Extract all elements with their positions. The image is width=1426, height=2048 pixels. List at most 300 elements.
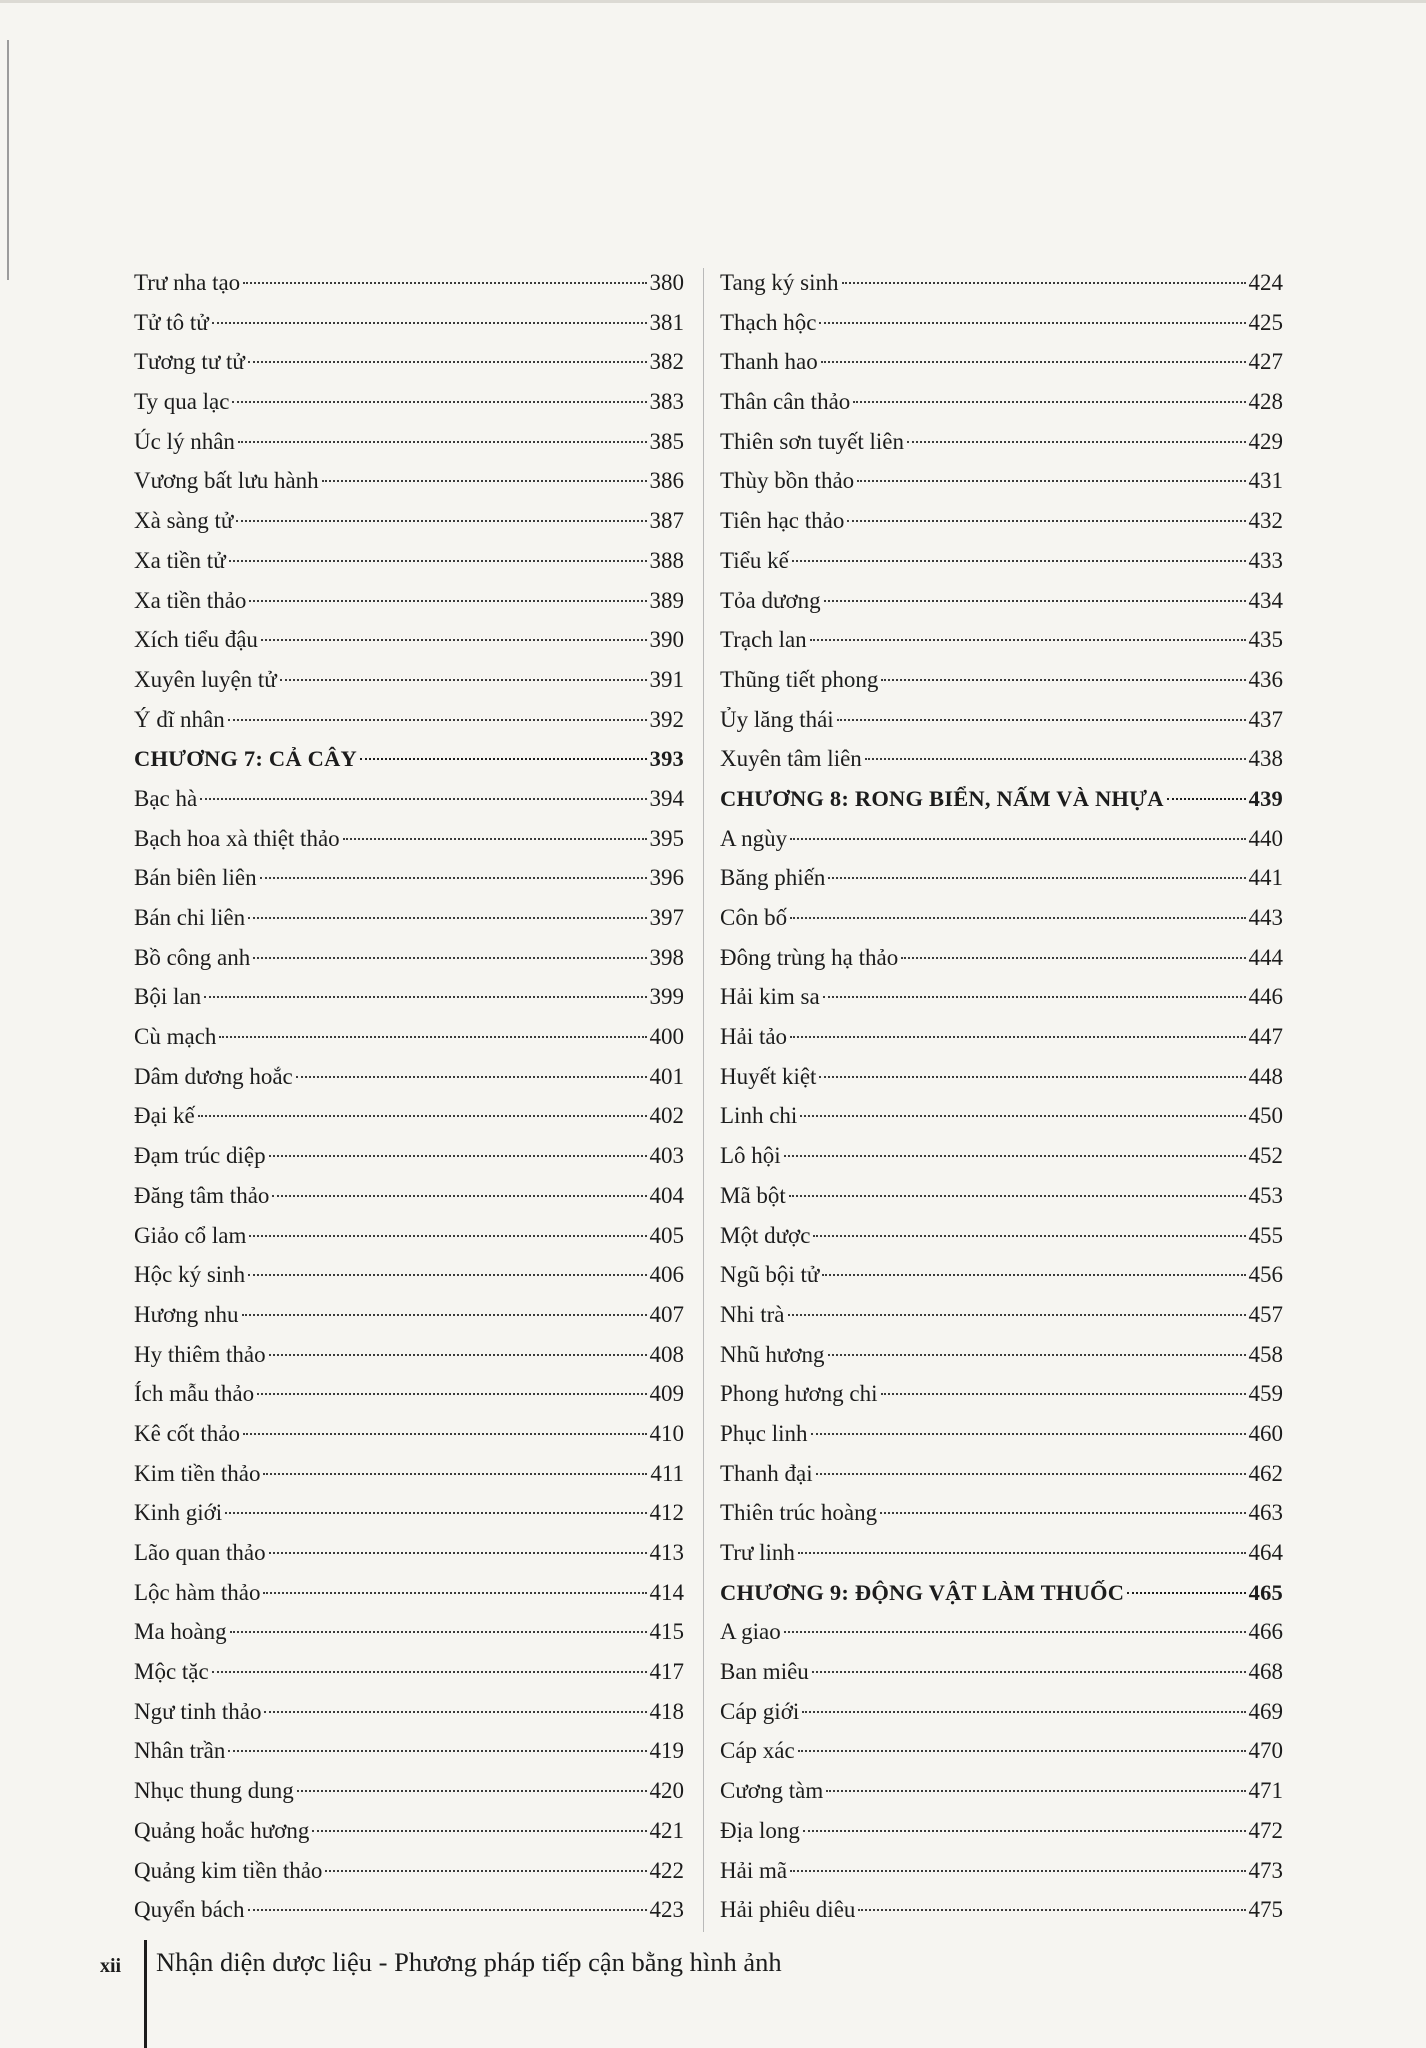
footer-page-number: xii <box>100 1954 122 1977</box>
toc-entry[interactable] <box>720 977 1283 1017</box>
toc-entry[interactable] <box>134 1096 684 1136</box>
toc-entry-label: Cáp xác <box>720 1738 795 1764</box>
toc-entry-page: 398 <box>649 944 684 970</box>
toc-entry-page: 450 <box>1248 1103 1283 1129</box>
toc-entry-page: 424 <box>1248 270 1283 295</box>
toc-entry[interactable] <box>134 541 684 581</box>
toc-entry-page: 453 <box>1248 1182 1283 1208</box>
toc-dot-leader <box>790 1036 1245 1038</box>
toc-entry-label: Xích tiểu đậu <box>134 627 258 653</box>
toc-entry-page: 469 <box>1248 1698 1283 1724</box>
toc-entry-label: Tiểu kế <box>720 547 789 573</box>
toc-entry-page: 447 <box>1248 1024 1283 1050</box>
toc-entry[interactable] <box>134 1335 684 1375</box>
toc-entry[interactable] <box>720 263 1283 303</box>
toc-entry-label: Phục linh <box>720 1420 808 1446</box>
toc-entry[interactable] <box>134 1454 684 1494</box>
toc-dot-leader <box>261 639 647 641</box>
scan-top-edge <box>0 0 1426 3</box>
toc-entry-label: Giảo cổ lam <box>134 1222 247 1248</box>
toc-dot-leader <box>322 480 647 482</box>
toc-entry-page: 421 <box>649 1817 684 1843</box>
toc-entry-page: 391 <box>649 666 684 692</box>
toc-dot-leader <box>819 1076 1245 1078</box>
toc-dot-leader <box>803 1830 1246 1832</box>
toc-entry-page: 435 <box>1248 627 1283 653</box>
toc-entry-label: Hương nhu <box>134 1301 239 1327</box>
toc-entry[interactable] <box>720 1454 1283 1494</box>
toc-entry-label: Bội lan <box>134 984 202 1010</box>
toc-entry-page: 429 <box>1248 428 1283 454</box>
toc-dot-leader <box>857 480 1245 482</box>
toc-entry[interactable] <box>134 1176 684 1216</box>
toc-dot-leader <box>280 679 647 681</box>
toc-entry[interactable] <box>720 303 1283 343</box>
toc-entry[interactable] <box>720 501 1283 541</box>
toc-entry[interactable] <box>134 303 684 343</box>
toc-entry[interactable] <box>134 1295 684 1335</box>
toc-entry[interactable] <box>720 858 1283 898</box>
toc-entry[interactable] <box>720 1890 1283 1930</box>
toc-entry-label: Dâm dương hoắc <box>134 1063 293 1089</box>
toc-dot-leader <box>819 322 1245 324</box>
toc-entry-label: Bạc hà <box>134 785 198 811</box>
toc-entry[interactable] <box>720 1136 1283 1176</box>
toc-dot-leader <box>880 1512 1245 1514</box>
toc-entry-page: 415 <box>649 1619 684 1645</box>
toc-entry[interactable] <box>134 1652 684 1692</box>
toc-entry-label: Đại kế <box>134 1103 195 1129</box>
toc-entry-label: Linh chi <box>720 1103 798 1129</box>
toc-entry[interactable] <box>720 1017 1283 1057</box>
toc-entry-label: Ngũ bội tử <box>720 1262 820 1288</box>
toc-entry[interactable] <box>134 1890 684 1930</box>
toc-dot-leader <box>248 917 646 919</box>
toc-entry-page: 407 <box>649 1301 684 1327</box>
toc-entry-label: Tương tư tử <box>134 349 245 375</box>
toc-entry-label: A ngùy <box>720 825 788 851</box>
toc-entry-label: Tang ký sinh <box>720 270 839 295</box>
toc-entry[interactable] <box>720 342 1283 382</box>
toc-dot-leader <box>821 361 1246 363</box>
toc-entry[interactable] <box>720 700 1283 740</box>
toc-dot-leader <box>1127 1592 1245 1594</box>
toc-entry-label: Úc lý nhân <box>134 428 235 454</box>
toc-entry-label: Hy thiêm thảo <box>134 1341 266 1367</box>
toc-dot-leader <box>243 282 646 284</box>
toc-entry-label: Đông trùng hạ thảo <box>720 944 899 970</box>
toc-entry-page: 413 <box>649 1540 684 1565</box>
toc-entry[interactable] <box>134 620 684 660</box>
toc-entry-page: 404 <box>649 1182 684 1208</box>
toc-entry-page: 452 <box>1248 1143 1283 1169</box>
toc-dot-leader <box>881 679 1245 681</box>
toc-entry-label: Hải kim sa <box>720 984 820 1010</box>
toc-dot-leader <box>1167 798 1246 800</box>
toc-entry-page: 473 <box>1248 1857 1283 1883</box>
toc-entry-label: Ngư tinh thảo <box>134 1698 262 1724</box>
toc-dot-leader <box>269 1155 647 1157</box>
toc-entry-label: Trạch lan <box>720 627 807 653</box>
toc-entry-label: CHƯƠNG 9: ĐỘNG VẬT LÀM THUỐC <box>720 1579 1125 1605</box>
toc-entry[interactable] <box>134 501 684 541</box>
toc-entry[interactable] <box>134 1612 684 1652</box>
toc-dot-leader <box>858 1909 1245 1911</box>
toc-entry-page: 464 <box>1248 1540 1283 1565</box>
toc-dot-leader <box>219 1036 646 1038</box>
toc-entry[interactable] <box>134 700 684 740</box>
footer-rule <box>144 1940 147 2048</box>
toc-entry-label: Thanh hao <box>720 349 818 375</box>
toc-dot-leader <box>272 1195 646 1197</box>
toc-entry-page: 390 <box>649 627 684 653</box>
toc-entry-page: 460 <box>1248 1420 1283 1446</box>
toc-entry-label: Băng phiến <box>720 865 826 891</box>
toc-entry[interactable] <box>720 1335 1283 1375</box>
toc-entry-label: Tỏa dương <box>720 587 821 613</box>
toc-entry[interactable] <box>720 1295 1283 1335</box>
toc-entry-page: 466 <box>1248 1619 1283 1645</box>
toc-dot-leader <box>826 1790 1245 1792</box>
toc-entry-page: 401 <box>649 1063 684 1089</box>
toc-dot-leader <box>269 1552 647 1554</box>
toc-entry[interactable] <box>134 1136 684 1176</box>
toc-entry[interactable] <box>134 898 684 938</box>
toc-dot-leader <box>802 1711 1245 1713</box>
toc-entry-label: Hộc ký sinh <box>134 1262 246 1288</box>
toc-entry-label: Thanh đại <box>720 1460 813 1486</box>
toc-entry[interactable] <box>720 1731 1283 1771</box>
toc-entry-page: 386 <box>649 468 684 494</box>
toc-entry[interactable] <box>720 1414 1283 1454</box>
toc-entry[interactable] <box>134 1692 684 1732</box>
toc-entry-label: Ủy lăng thái <box>720 706 834 732</box>
toc-entry[interactable] <box>134 1731 684 1771</box>
toc-entry-page: 418 <box>649 1698 684 1724</box>
toc-entry[interactable] <box>134 1851 684 1891</box>
toc-dot-leader <box>228 719 647 721</box>
toc-entry-label: Thũng tiết phong <box>720 666 879 692</box>
toc-dot-leader <box>784 1155 1246 1157</box>
toc-dot-leader <box>238 441 647 443</box>
toc-entry-label: Ý dĩ nhân <box>134 706 225 732</box>
toc-entry-page: 440 <box>1248 825 1283 851</box>
toc-entry[interactable] <box>720 541 1283 581</box>
toc-entry-page: 434 <box>1248 587 1283 613</box>
toc-dot-leader <box>243 1433 646 1435</box>
toc-entry[interactable] <box>720 819 1283 859</box>
toc-entry-page: 441 <box>1248 865 1283 891</box>
toc-entry-label: Côn bố <box>720 905 788 930</box>
toc-entry[interactable] <box>720 581 1283 621</box>
toc-dot-leader <box>824 600 1246 602</box>
toc-entry[interactable] <box>720 1057 1283 1097</box>
toc-entry-label: Tử tô tử <box>134 309 209 335</box>
toc-entry[interactable] <box>134 1216 684 1256</box>
toc-entry[interactable] <box>720 1612 1283 1652</box>
toc-entry-page: 380 <box>649 270 684 295</box>
toc-entry-label: Thùy bồn thảo <box>720 468 855 494</box>
toc-entry-label: Đạm trúc diệp <box>134 1143 266 1169</box>
toc-entry[interactable] <box>134 660 684 700</box>
toc-dot-leader <box>253 957 646 959</box>
toc-dot-leader <box>212 1671 647 1673</box>
toc-entry-page: 392 <box>649 706 684 732</box>
page-footer <box>100 1942 129 1982</box>
toc-entry-page: 381 <box>649 309 684 335</box>
toc-entry-page: 400 <box>649 1024 684 1050</box>
toc-entry[interactable] <box>134 779 684 819</box>
toc-entry[interactable] <box>134 1493 684 1533</box>
toc-entry-page: 387 <box>649 508 684 534</box>
toc-entry-label: Bạch hoa xà thiệt thảo <box>134 825 340 851</box>
toc-entry-page: 462 <box>1248 1460 1283 1486</box>
toc-entry-label: Phong hương chi <box>720 1381 878 1407</box>
toc-entry-page: 472 <box>1248 1817 1283 1843</box>
toc-dot-leader <box>790 838 1245 840</box>
toc-entry-page: 388 <box>649 547 684 573</box>
toc-entry-label: A giao <box>720 1619 781 1645</box>
toc-dot-leader <box>784 1631 1246 1633</box>
toc-dot-leader <box>360 758 647 760</box>
toc-entry-label: Địa long <box>720 1817 800 1843</box>
toc-dot-leader <box>248 361 647 363</box>
toc-entry-label: Hải mã <box>720 1857 788 1883</box>
toc-dot-leader <box>790 1870 1245 1872</box>
toc-entry-label: Bồ công anh <box>134 944 251 970</box>
toc-dot-leader <box>788 1314 1246 1316</box>
toc-entry[interactable] <box>720 1851 1283 1891</box>
toc-entry-label: Cáp giới <box>720 1698 800 1724</box>
toc-entry-label: Mã bột <box>720 1182 786 1208</box>
toc-entry-label: Trư linh <box>720 1540 795 1565</box>
toc-entry[interactable] <box>720 739 1283 779</box>
toc-dot-leader <box>837 719 1246 721</box>
toc-dot-leader <box>343 838 647 840</box>
toc-entry-label: Quảng kim tiền thảo <box>134 1857 323 1883</box>
toc-entry[interactable] <box>720 1374 1283 1414</box>
toc-dot-leader <box>789 1195 1246 1197</box>
toc-entry-label: CHƯƠNG 8: RONG BIỂN, NẤM VÀ NHỰA <box>720 785 1164 811</box>
toc-entry[interactable] <box>134 342 684 382</box>
toc-entry-page: 422 <box>649 1857 684 1883</box>
toc-entry-label: Xa tiền thảo <box>134 587 247 613</box>
toc-entry[interactable] <box>134 858 684 898</box>
toc-entry-label: Hải tảo <box>720 1024 788 1050</box>
toc-dot-leader <box>816 1473 1246 1475</box>
toc-entry[interactable] <box>720 1176 1283 1216</box>
toc-dot-leader <box>229 560 647 562</box>
toc-dot-leader <box>813 1235 1245 1237</box>
toc-entry[interactable] <box>134 819 684 859</box>
toc-entry-page: 403 <box>649 1143 684 1169</box>
toc-dot-leader <box>296 1076 647 1078</box>
toc-entry[interactable] <box>720 1652 1283 1692</box>
toc-entry-label: Kê cốt thảo <box>134 1420 241 1446</box>
toc-entry-page: 414 <box>649 1579 684 1605</box>
toc-dot-leader <box>325 1870 646 1872</box>
toc-entry[interactable] <box>720 620 1283 660</box>
toc-dot-leader <box>232 401 646 403</box>
toc-entry-label: Tiên hạc thảo <box>720 508 845 534</box>
toc-entry-page: 389 <box>649 587 684 613</box>
toc-entry[interactable] <box>134 1374 684 1414</box>
toc-entry-label: CHƯƠNG 7: CẢ CÂY <box>134 746 357 772</box>
toc-entry-label: Nhân trần <box>134 1738 226 1764</box>
toc-entry[interactable] <box>134 581 684 621</box>
toc-entry-page: 444 <box>1248 944 1283 970</box>
toc-entry-page: 395 <box>649 825 684 851</box>
toc-entry-label: Trư nha tạo <box>134 270 241 295</box>
toc-dot-leader <box>225 1512 646 1514</box>
toc-dot-leader <box>901 957 1245 959</box>
toc-dot-leader <box>200 798 646 800</box>
toc-entry[interactable] <box>134 977 684 1017</box>
toc-entry-page: 432 <box>1248 508 1283 534</box>
toc-chapter-heading[interactable] <box>720 1573 1283 1613</box>
toc-entry[interactable] <box>720 382 1283 422</box>
toc-dot-leader <box>249 600 646 602</box>
toc-entry-page: 419 <box>649 1738 684 1764</box>
scan-binding-edge <box>7 40 9 280</box>
toc-entry-page: 383 <box>649 389 684 415</box>
toc-entry-page: 471 <box>1248 1778 1283 1804</box>
toc-entry-label: Lão quan thảo <box>134 1540 266 1565</box>
toc-entry[interactable] <box>720 1216 1283 1256</box>
toc-entry[interactable] <box>720 1533 1283 1573</box>
toc-dot-leader <box>248 1909 647 1911</box>
toc-entry-label: Hải phiêu diêu <box>720 1897 856 1923</box>
toc-entry-page: 439 <box>1248 785 1283 811</box>
toc-entry-label: Xa tiền tử <box>134 547 226 573</box>
toc-entry-label: Bán biên liên <box>134 865 257 891</box>
toc-entry[interactable] <box>134 1255 684 1295</box>
toc-entry[interactable] <box>720 1692 1283 1732</box>
toc-dot-leader <box>269 1354 647 1356</box>
toc-entry-label: Nhi trà <box>720 1301 785 1327</box>
toc-entry[interactable] <box>720 461 1283 501</box>
footer-book-title: Nhận diện dược liệu - Phương pháp tiếp cận bằng hình ảnh <box>156 1947 782 1977</box>
toc-entry-page: 417 <box>649 1659 684 1685</box>
toc-entry[interactable] <box>134 1414 684 1454</box>
toc-entry-page: 463 <box>1248 1500 1283 1526</box>
toc-dot-leader <box>798 1750 1246 1752</box>
toc-entry[interactable] <box>720 898 1283 938</box>
toc-entry-label: Ty qua lạc <box>134 389 230 415</box>
toc-entry-label: Huyết kiệt <box>720 1063 817 1089</box>
toc-column-left <box>134 263 684 1930</box>
toc-dot-leader <box>297 1790 647 1792</box>
toc-entry-page: 446 <box>1248 984 1283 1010</box>
toc-dot-leader <box>881 1393 1246 1395</box>
toc-entry[interactable] <box>720 422 1283 462</box>
toc-entry[interactable] <box>134 461 684 501</box>
toc-entry[interactable] <box>720 1096 1283 1136</box>
toc-entry-page: 399 <box>649 984 684 1010</box>
toc-dot-leader <box>865 758 1246 760</box>
toc-entry-page: 411 <box>650 1460 684 1486</box>
toc-entry-page: 382 <box>649 349 684 375</box>
toc-dot-leader <box>800 1115 1245 1117</box>
toc-entry[interactable] <box>134 422 684 462</box>
toc-entry[interactable] <box>134 1811 684 1851</box>
toc-entry-page: 406 <box>649 1262 684 1288</box>
toc-entry[interactable] <box>134 1573 684 1613</box>
toc-entry[interactable] <box>134 1017 684 1057</box>
toc-entry-page: 420 <box>649 1778 684 1804</box>
toc-entry-page: 412 <box>649 1500 684 1526</box>
toc-entry-label: Xuyên tâm liên <box>720 746 862 772</box>
toc-entry[interactable] <box>720 938 1283 978</box>
toc-entry-label: Vương bất lưu hành <box>134 468 319 494</box>
toc-chapter-heading[interactable] <box>134 739 684 779</box>
toc-entry[interactable] <box>720 1771 1283 1811</box>
toc-dot-leader <box>260 877 647 879</box>
toc-entry-label: Cù mạch <box>134 1024 217 1050</box>
toc-dot-leader <box>811 1433 1246 1435</box>
toc-column-right <box>720 263 1283 1930</box>
toc-entry-page: 405 <box>649 1222 684 1248</box>
toc-entry-page: 397 <box>649 905 684 930</box>
toc-entry-label: Thiên trúc hoàng <box>720 1500 878 1526</box>
toc-dot-leader <box>248 1274 646 1276</box>
toc-entry-label: Một dược <box>720 1222 811 1248</box>
toc-dot-leader <box>312 1830 646 1832</box>
toc-entry-label: Bán chi liên <box>134 905 246 930</box>
toc-entry-page: 433 <box>1248 547 1283 573</box>
toc-entry-page: 385 <box>649 428 684 454</box>
toc-entry-page: 456 <box>1248 1262 1283 1288</box>
toc-entry-page: 427 <box>1248 349 1283 375</box>
toc-dot-leader <box>263 1473 647 1475</box>
toc-dot-leader <box>823 996 1246 998</box>
toc-entry[interactable] <box>134 263 684 303</box>
toc-entry-page: 458 <box>1248 1341 1283 1367</box>
toc-dot-leader <box>822 1274 1245 1276</box>
toc-entry[interactable] <box>720 1255 1283 1295</box>
toc-entry-page: 436 <box>1248 666 1283 692</box>
toc-entry[interactable] <box>134 1533 684 1573</box>
toc-entry-page: 425 <box>1248 309 1283 335</box>
toc-entry-page: 437 <box>1248 706 1283 732</box>
toc-dot-leader <box>828 877 1245 879</box>
toc-entry-label: Quyển bách <box>134 1897 245 1923</box>
toc-dot-leader <box>798 1552 1246 1554</box>
toc-dot-leader <box>198 1115 647 1117</box>
toc-entry[interactable] <box>720 660 1283 700</box>
toc-entry-page: 410 <box>649 1420 684 1446</box>
toc-entry-label: Ích mẫu thảo <box>134 1381 255 1407</box>
toc-entry[interactable] <box>134 938 684 978</box>
toc-dot-leader <box>792 560 1246 562</box>
toc-entry-page: 408 <box>649 1341 684 1367</box>
toc-entry[interactable] <box>134 1771 684 1811</box>
toc-entry-page: 459 <box>1248 1381 1283 1407</box>
toc-dot-leader <box>257 1393 646 1395</box>
toc-entry[interactable] <box>720 1493 1283 1533</box>
toc-dot-leader <box>236 520 646 522</box>
toc-chapter-heading[interactable] <box>720 779 1283 819</box>
toc-dot-leader <box>242 1314 647 1316</box>
toc-entry-page: 438 <box>1248 746 1283 772</box>
toc-entry[interactable] <box>134 1057 684 1097</box>
toc-entry[interactable] <box>720 1811 1283 1851</box>
toc-entry[interactable] <box>134 382 684 422</box>
column-divider <box>703 268 704 1932</box>
toc-dot-leader <box>263 1592 646 1594</box>
toc-entry-label: Xà sàng tử <box>134 508 234 534</box>
toc-dot-leader <box>853 401 1245 403</box>
